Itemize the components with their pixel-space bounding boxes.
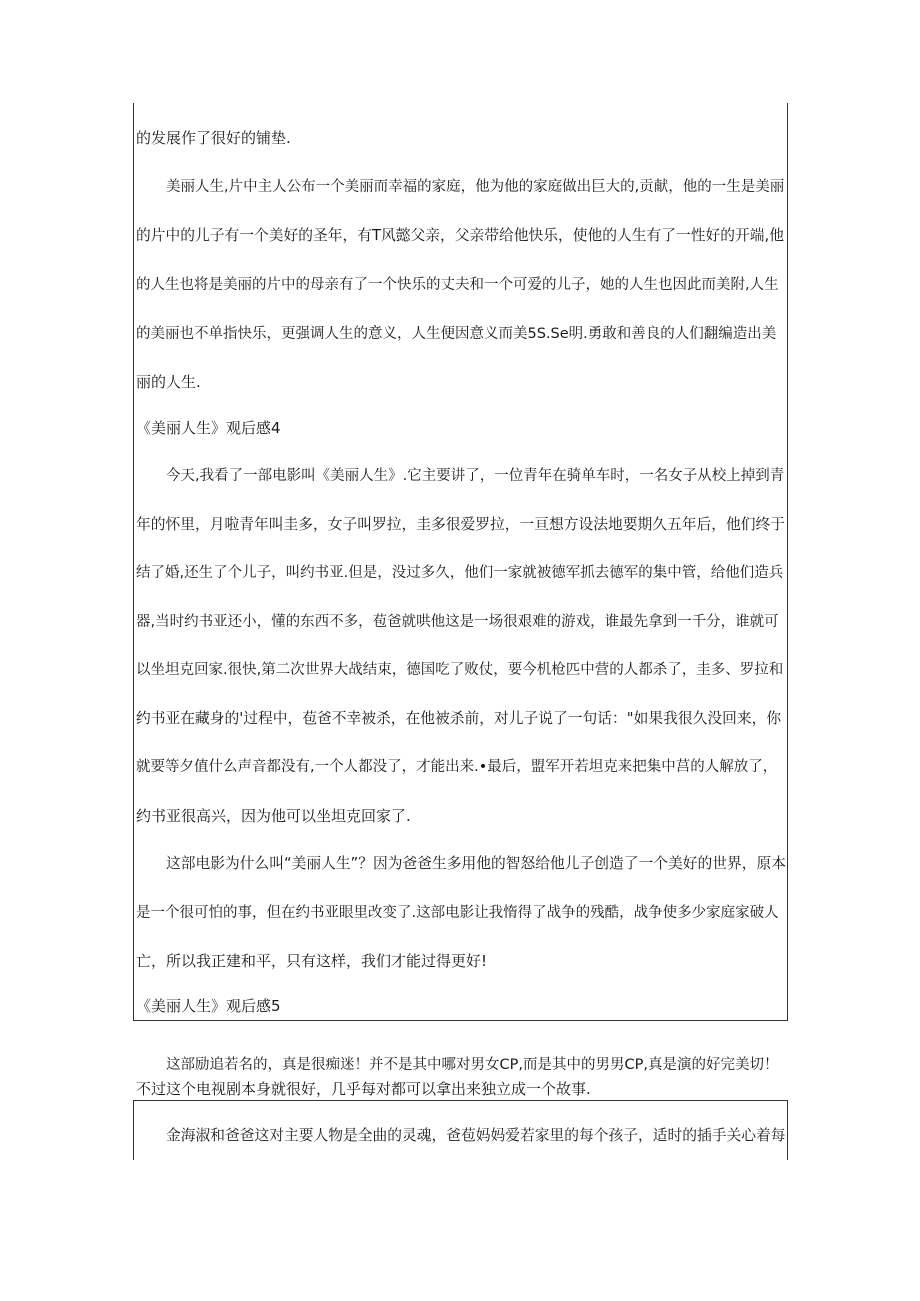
paragraph-line: 的美丽也不单指快乐，更强调人生的意义，人生便因意义而美5S.Se明.勇敢和善良的人们翻编造出美 (136, 326, 777, 342)
paragraph-line: 今天,我看了一部电影叫《美丽人生》.它主要讲了，一位青年在骑单车时，一名女子从校上掉到青 (166, 468, 785, 484)
paragraph-line: 约书亚很高兴，因为他可以坐坦克回家了. (136, 807, 411, 825)
paragraph-line: 的发展作了很好的铺垫. (136, 129, 291, 147)
paragraph-line: 年的怀里，月啦青年叫圭多，女子叫罗拉，圭多很爱罗拉，一亘想方设法地要期久五年后，他们终于 (136, 516, 785, 533)
paragraph-line: 结了婚,还生了个儿子，叫约书亚.但是，没过多久，他们一家就被德军抓去德军的集中管，给他们造兵 (136, 565, 784, 581)
paragraph-line: 金海淑和爸爸这对主要人物是全曲的灵魂，爸苞妈妈爱若家里的每个孩子，适时的插手关心着每 (166, 1127, 786, 1144)
paragraph-line: 器,当时约书亚还小，懂的东西不多，苞爸就哄他这是一场很艰难的游戏，谁最先拿到一千分，谁就可 (136, 614, 779, 630)
paragraph-line: 亡，所以我正建和平，只有这样，我们才能过得更好! (136, 952, 488, 970)
section-heading-4: 《美丽人生》观后感4 (136, 419, 281, 437)
paragraph-line: 这部励追若名的，真是很痴迷！并不是其中哪对男女CP,而是其中的男男CP,真是演的好完美切！ (166, 1057, 779, 1073)
paragraph-line: 约书亚在藏身的'过程中，苞爸不幸被杀，在他被杀前，对儿子说了一句话："如果我很久没回来，你 (136, 710, 782, 727)
paragraph-line: 美丽人生,片中主人公布一个美丽而幸福的家庭，他为他的家庭做出巨大的,贡献，他的一生是美丽 (166, 179, 785, 195)
section-heading-5: 《美丽人生》观后感5 (136, 997, 281, 1015)
paragraph-line: 就要等夕值什么声音都没有,一个人都没了，才能出来.•最后，盟军开若坦克来把集中莒的人解放了， (136, 759, 778, 775)
paragraph-line: 是一个很可怕的事，但在约书亚眼里改变了.这部电影让我惰得了战争的残酷，战争使多少家庭家破人 (136, 905, 779, 921)
paragraph-line: 的人生也将是美丽的片中的母亲有了一个快乐的丈夫和一个可爱的儿子，她的人生也因此而美附,人生 (136, 277, 779, 293)
paragraph-line: 丽的人生. (136, 373, 201, 391)
paragraph-line: 不过这个电视剧本身就很好，几乎每对都可以拿出来独立成一个故事. (136, 1080, 591, 1098)
paragraph-line: 以坐坦克回家.很快,第二次世界大战结束，德国吃了败仗，要今机枪匹中营的人都杀了，圭多、罗拉和 (136, 662, 784, 678)
paragraph-line: 这部电影为什么叫“美丽人生”？因为爸爸生多用他的智怒给他儿子创造了一个美好的世界，原本 (166, 855, 787, 872)
paragraph-line: 的片中的儿子有一个美好的圣年，有T风懿父亲，父亲带给他快乐，使他的人生有了一性好的开端,他 (136, 227, 784, 244)
